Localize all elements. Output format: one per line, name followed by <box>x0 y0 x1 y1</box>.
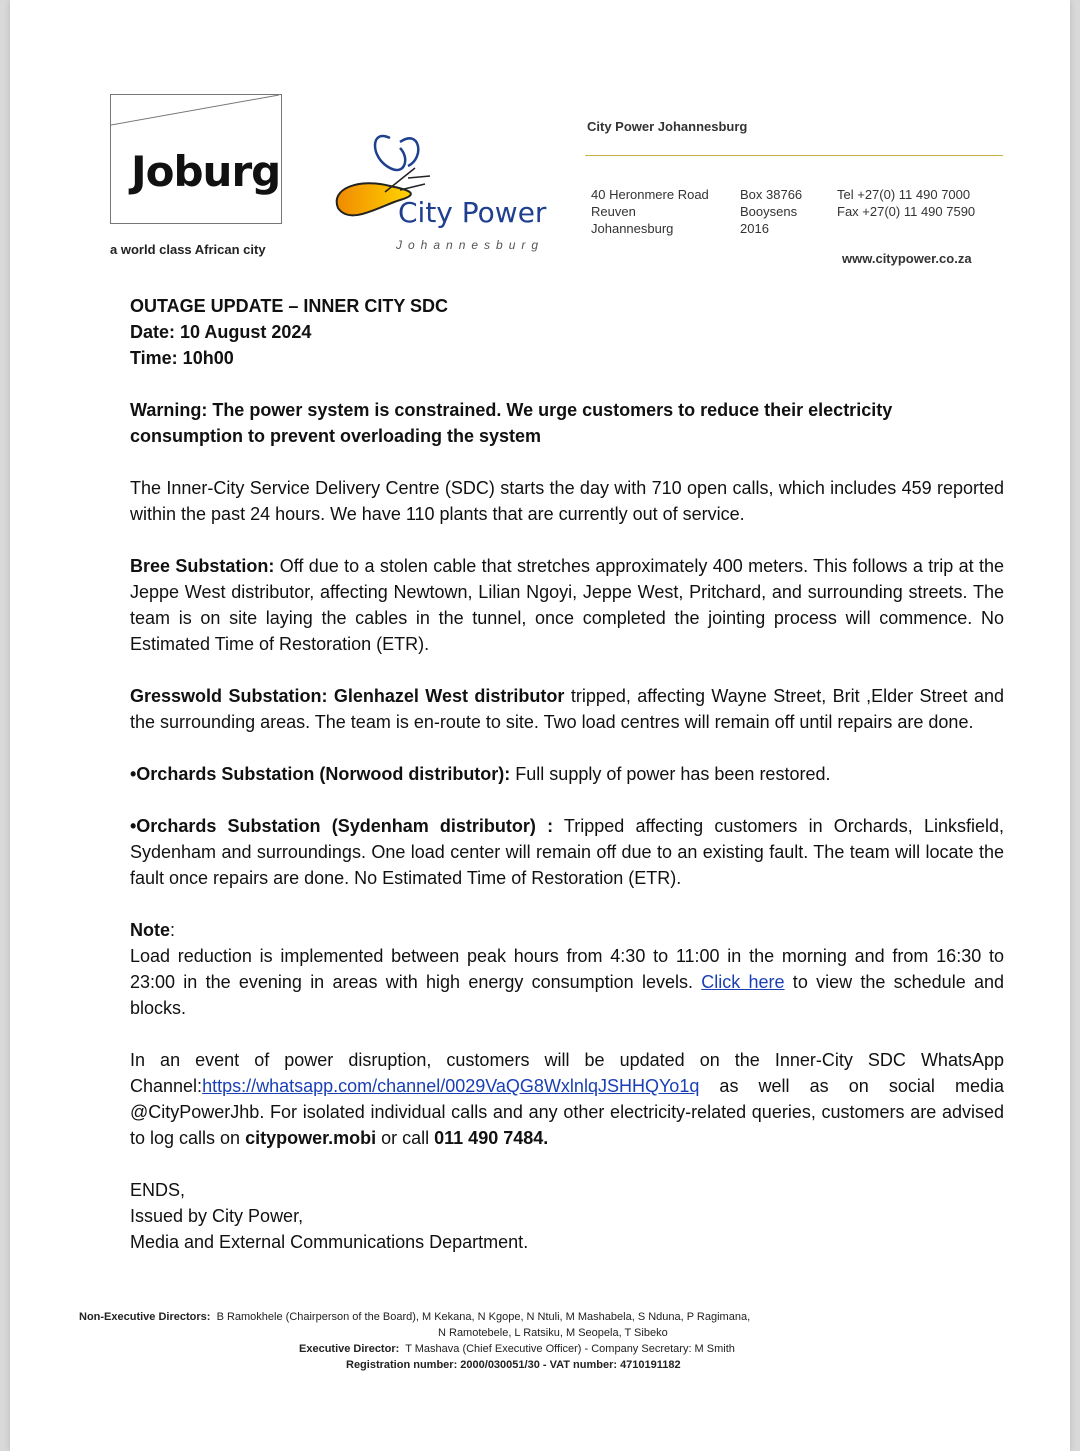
joburg-logo <box>110 94 282 224</box>
document-time: Time: 10h00 <box>130 348 234 368</box>
schedule-link[interactable]: Click here <box>701 972 785 992</box>
footer-directors: Non-Executive Directors: B Ramokhele (Chairperson of the Board), M Kekana, N Kgope, N Ntuli, M Mashabela, S Nduna, P Ragimana, <box>79 1311 751 1323</box>
bree-label: Bree Substation: <box>130 556 275 576</box>
disruption-paragraph: In an event of power disruption, customers will be updated on the Inner-City SDC WhatsApp Channel:https://whatsapp.com/channel/0029VaQG8WxlnlqJSHHQYo1q as well as on social media @CityPowerJhb. For isolated individual calls and any other electricity-related queries, customers are advised to log calls on citypower.mobi or call 011 490 7484. <box>130 1050 1004 1148</box>
gresswold-paragraph: Gresswold Substation: Glenhazel West distributor tripped, affecting Wayne Street, Brit ,Elder Street and the surrounding areas. The team is en-route to site. Two load centres will remain off until repairs are done. <box>130 686 1004 732</box>
joburg-wordmark: Joburg <box>131 147 281 196</box>
website: www.citypower.co.za <box>842 251 972 266</box>
document-date: Date: 10 August 2024 <box>130 322 312 342</box>
norwood-label: •Orchards Substation (Norwood distributor): <box>130 764 511 784</box>
norwood-paragraph: •Orchards Substation (Norwood distributor): Full supply of power has been restored. <box>130 764 831 784</box>
update-header <box>130 293 1004 371</box>
postal-address: Box 38766 Booysens 2016 <box>740 187 803 236</box>
street-address: 40 Heronmere Road Reuven Johannesburg <box>591 187 709 236</box>
footer-executive: Executive Director: T Mashava (Chief Executive Officer) - Company Secretary: M Smith <box>299 1343 735 1355</box>
city-power-wordmark: City Power <box>398 196 547 229</box>
city-power-city: Johannesburg <box>396 238 545 252</box>
document-page <box>10 0 1070 1451</box>
call-number: 011 490 7484. <box>434 1128 549 1148</box>
note-paragraph: Load reduction is implemented between peak hours from 4:30 to 11:00 in the morning and from 16:30 to 23:00 in the evening in areas with high energy consumption levels. Click here to view the schedule and blocks. <box>130 946 1004 1018</box>
joburg-tagline: a world class African city <box>110 242 266 257</box>
ends-line: ENDS, <box>130 1180 186 1200</box>
citypower-mobi: citypower.mobi <box>245 1128 377 1148</box>
gresswold-label: Gresswold Substation: Glenhazel West distributor <box>130 686 565 706</box>
bree-paragraph: Bree Substation: Off due to a stolen cable that stretches approximately 400 meters. This follows a trip at the Jeppe West distributor, affecting Newtown, Lilian Ngoyi, Jeppe West, Pritchard, and surrounding streets. The team is on site laying the cables in the tunnel, once completed the jointing process will commence. No Estimated Time of Restoration (ETR). <box>130 556 1004 654</box>
sydenham-label: •Orchards Substation (Sydenham distributor) : <box>130 816 554 836</box>
document-title: OUTAGE UPDATE – INNER CITY SDC <box>130 296 449 316</box>
department-line: Media and External Communications Department. <box>130 1232 529 1252</box>
warning-text: Warning: The power system is constrained. We urge customers to reduce their electricity consumption to prevent overloading the system <box>130 400 893 446</box>
issued-line: Issued by City Power, <box>130 1206 304 1226</box>
intro-paragraph: The Inner-City Service Delivery Centre (SDC) starts the day with 710 open calls, which includes 459 reported within the past 24 hours. We have 110 plants that are currently out of service. <box>130 478 1004 524</box>
closing-block <box>130 1177 1004 1255</box>
phone-fax: Tel +27(0) 11 490 7000 Fax +27(0) 11 490 7590 <box>837 187 976 219</box>
note-heading: Note: <box>130 920 176 940</box>
header-divider <box>585 155 1003 156</box>
footer <box>10 1309 1070 1373</box>
footer-registration: Registration number: 2000/030051/30 - VAT number: 4710191182 <box>346 1359 681 1371</box>
company-name: City Power Johannesburg <box>587 119 748 134</box>
footer-directors-cont: N Ramotebele, L Ratsiku, M Seopela, T Sibeko <box>438 1327 668 1339</box>
sydenham-paragraph: •Orchards Substation (Sydenham distributor) : Tripped affecting customers in Orchards, Linksfield, Sydenham and surroundings. One load center will remain off due to an existing fault. The team will locate the fault once repairs are done. No Estimated Time of Restoration (ETR). <box>130 816 1004 888</box>
document-body <box>130 293 1004 1255</box>
whatsapp-channel-link[interactable]: https://whatsapp.com/channel/0029VaQG8WxlnlqJSHHQYo1q <box>202 1076 700 1096</box>
